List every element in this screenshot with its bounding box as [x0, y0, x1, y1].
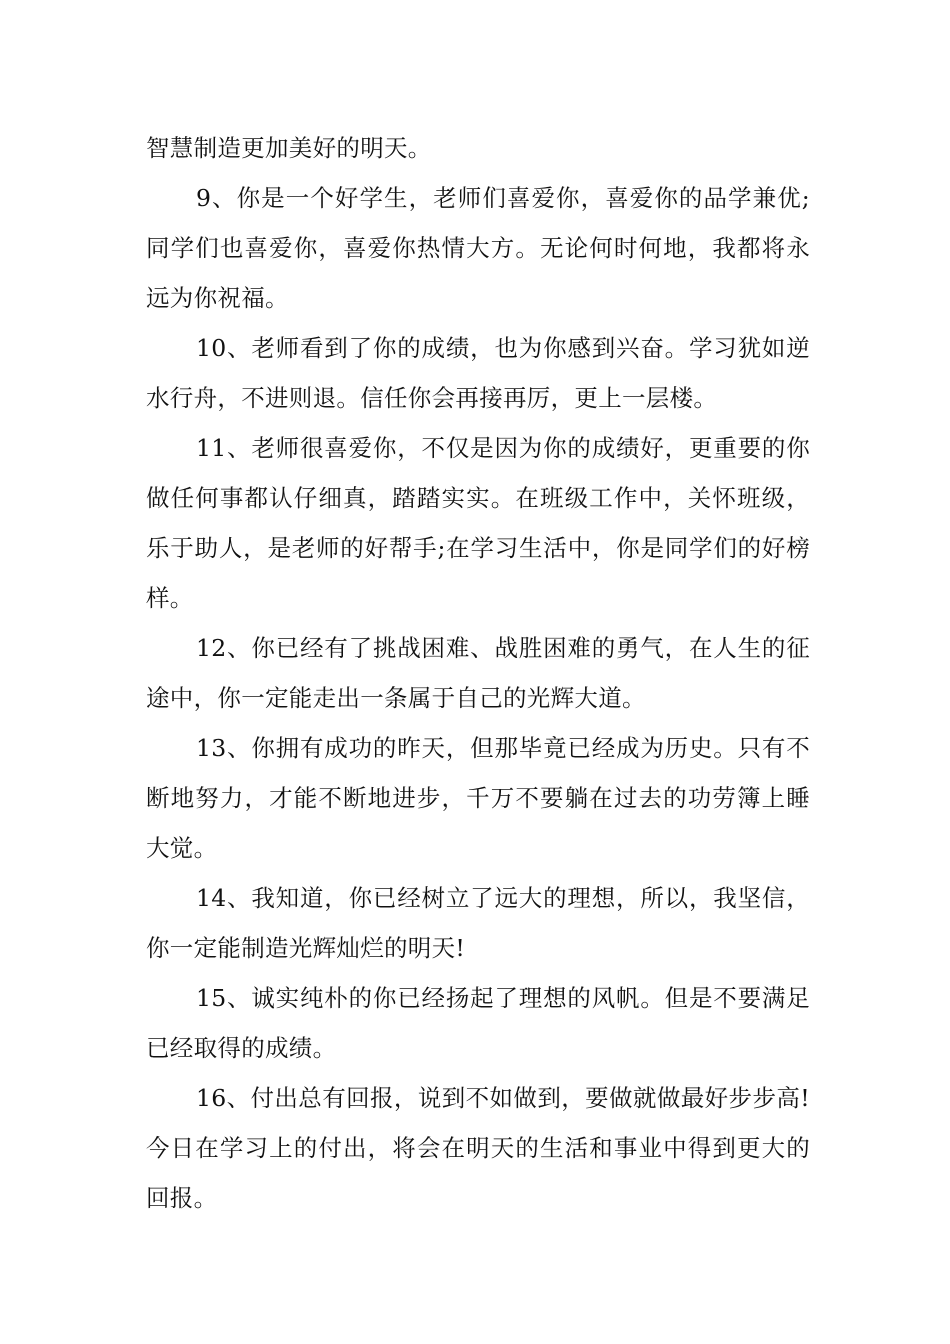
paragraph-item-15: 15、诚实纯朴的你已经扬起了理想的风帆。但是不要满足已经取得的成绩。 [146, 984, 810, 1062]
paragraph-item-10: 10、老师看到了你的成绩，也为你感到兴奋。学习犹如逆水行舟，不进则退。信任你会再接再厉，更上一层楼。 [146, 334, 810, 412]
document-body [146, 123, 810, 1223]
paragraph-item-9: 9、你是一个好学生，老师们喜爱你，喜爱你的品学兼优;同学们也喜爱你，喜爱你热情大方。无论何时何地，我都将永远为你祝福。 [146, 184, 810, 312]
paragraph-item-11: 11、老师很喜爱你，不仅是因为你的成绩好，更重要的你做任何事都认仔细真，踏踏实实。在班级工作中，关怀班级，乐于助人，是老师的好帮手;在学习生活中，你是同学们的好榜样。 [146, 434, 810, 612]
paragraph-item-16: 16、付出总有回报，说到不如做到，要做就做最好步步高!今日在学习上的付出，将会在明天的生活和事业中得到更大的回报。 [146, 1084, 810, 1212]
paragraph-item-12: 12、你已经有了挑战困难、战胜困难的勇气，在人生的征途中，你一定能走出一条属于自己的光辉大道。 [146, 634, 810, 712]
paragraph-continuation: 智慧制造更加美好的明天。 [146, 134, 432, 162]
paragraph-item-14: 14、我知道，你已经树立了远大的理想，所以，我坚信，你一定能制造光辉灿烂的明天! [146, 884, 810, 962]
paragraph-item-13: 13、你拥有成功的昨天，但那毕竟已经成为历史。只有不断地努力，才能不断地进步，千万不要躺在过去的功劳簿上睡大觉。 [146, 734, 810, 862]
